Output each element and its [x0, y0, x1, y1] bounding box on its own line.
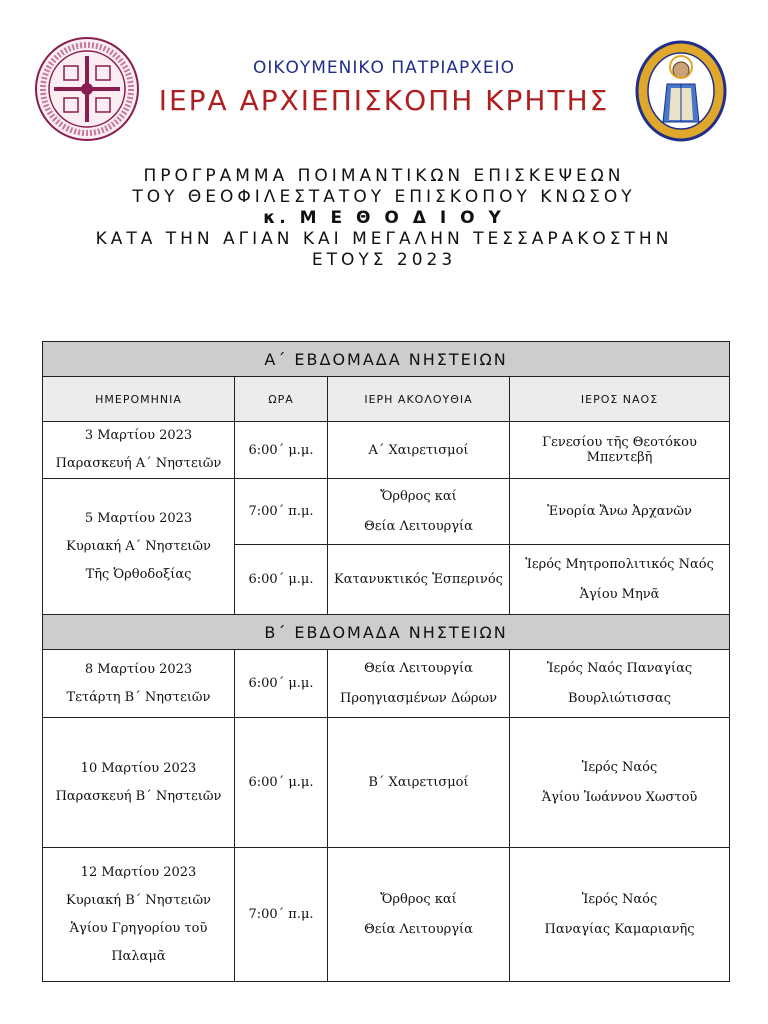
day-text: Κυριακή Α΄ Νηστειῶν [66, 538, 211, 554]
date-cell [43, 848, 235, 982]
church-cell [510, 848, 730, 982]
date-text: 10 Μαρτίου 2023 [80, 760, 197, 776]
church-cell [510, 650, 730, 718]
title-line-5: ΕΤΟΥΣ 2023 [311, 250, 457, 270]
date-cell [43, 650, 235, 718]
title-line-1: ΠΡΟΓΡΑΜΜΑ ΠΟΙΜΑΝΤΙΚΩΝ ΕΠΙΣΚΕΨΕΩΝ [143, 166, 625, 186]
date-cell [43, 718, 235, 848]
church-line: Βουρλιώτισσας [568, 690, 671, 706]
feast-text: Τῆς Ὀρθοδοξίας [85, 566, 192, 582]
col-header-date: ΗΜΕΡΟΜΗΝΙΑ [43, 377, 235, 422]
service-line: Θεία Λειτουργία [364, 921, 473, 937]
service-line: Προηγιασμένων Δώρων [340, 690, 497, 706]
time-cell: 7:00΄ π.μ. [235, 848, 328, 982]
date-cell [43, 479, 235, 615]
table-row [43, 718, 730, 848]
church-line: Ἁγίου Μηνᾶ [579, 586, 660, 602]
service-cell [328, 650, 510, 718]
service-line: Θεία Λειτουργία [364, 518, 473, 534]
title-line-4: ΚΑΤΑ ΤΗΝ ΑΓΙΑΝ ΚΑΙ ΜΕΓΑΛΗΝ ΤΕΣΣΑΡΑΚΟΣΤΗΝ [95, 229, 673, 249]
table-row [43, 848, 730, 982]
service-cell [328, 848, 510, 982]
schedule-table [42, 341, 730, 982]
date-text: 3 Μαρτίου 2023 [84, 428, 193, 443]
date-text: 5 Μαρτίου 2023 [84, 510, 193, 526]
date-text: 8 Μαρτίου 2023 [84, 661, 193, 677]
day-text: Κυριακή Β΄ Νηστειῶν [66, 892, 211, 908]
col-header-service: ΙΕΡΗ ΑΚΟΛΟΥΘΙΑ [328, 377, 510, 422]
time-cell: 7:00΄ π.μ. [235, 479, 328, 545]
date-cell [43, 422, 235, 479]
archdiocese-emblem-logo [635, 40, 727, 142]
service-cell: Β΄ Χαιρετισμοί [328, 718, 510, 848]
table-row [43, 422, 730, 479]
church-line: Ἁγίου Ἰωάννου Χωστοῦ [541, 789, 698, 805]
church-line: Ἱερός Ναός Παναγίας [546, 660, 693, 676]
time-cell: 6:00΄ μ.μ. [235, 650, 328, 718]
church-line: Παναγίας Καμαριανῆς [544, 921, 695, 937]
column-header-row [43, 377, 730, 422]
day-text: Παρασκευή Α΄ Νηστειῶν [55, 456, 222, 471]
service-line: Ὄρθρος καί [380, 891, 457, 907]
day-text: Τετάρτη Β΄ Νηστειῶν [66, 689, 211, 705]
patriarchate-seal-logo [34, 36, 140, 142]
week-2-title: Β΄ ΕΒΔΟΜΑΔΑ ΝΗΣΤΕΙΩΝ [43, 615, 730, 650]
service-cell: Κατανυκτικός Ἑσπερινός [328, 545, 510, 615]
archdiocese-heading: ΙΕΡΑ ΑΡΧΙΕΠΙΣΚΟΠΗ ΚΡΗΤΗΣ [158, 84, 610, 117]
service-cell: Α΄ Χαιρετισμοί [328, 422, 510, 479]
church-line: Ἱερός Μητροπολιτικός Ναός [525, 556, 714, 572]
service-line: Ὄρθρος καί [380, 488, 457, 504]
col-header-time: ΩΡΑ [235, 377, 328, 422]
service-line: Θεία Λειτουργία [364, 660, 473, 676]
time-cell: 6:00΄ μ.μ. [235, 422, 328, 479]
day-text: Παρασκευή Β΄ Νηστειῶν [55, 788, 222, 804]
time-cell: 6:00΄ μ.μ. [235, 718, 328, 848]
church-cell [510, 545, 730, 615]
service-cell [328, 479, 510, 545]
title-line-2: ΤΟΥ ΘΕΟΦΙΛΕΣΤΑΤΟΥ ΕΠΙΣΚΟΠΟΥ ΚΝΩΣΟΥ [132, 187, 636, 207]
week-header-row [43, 615, 730, 650]
church-line: Ἱερός Ναός [581, 759, 658, 775]
church-cell: Γενεσίου τῆς Θεοτόκου Μπεντεβῆ [510, 422, 730, 479]
table-row [43, 479, 730, 545]
church-line: Ἱερός Ναός [581, 891, 658, 907]
table-row [43, 650, 730, 718]
program-title [30, 166, 738, 271]
church-cell: Ἐνορία Ἄνω Ἀρχανῶν [510, 479, 730, 545]
time-cell: 6:00΄ μ.μ. [235, 545, 328, 615]
week-header-row [43, 342, 730, 377]
patriarchate-heading: ΟΙΚΟΥΜΕΝΙΚΟ ΠΑΤΡΙΑΡΧΕΙΟ [252, 58, 516, 78]
date-text: 12 Μαρτίου 2023 [80, 864, 197, 880]
week-1-title: Α΄ ΕΒΔΟΜΑΔΑ ΝΗΣΤΕΙΩΝ [43, 342, 730, 377]
feast-text: Ἁγίου Γρηγορίου τοῦ Παλαμᾶ [69, 920, 208, 964]
col-header-church: ΙΕΡΟΣ ΝΑΟΣ [510, 377, 730, 422]
church-cell [510, 718, 730, 848]
title-line-3: κ. Μ Ε Θ Ο Δ Ι Ο Υ [263, 208, 505, 228]
